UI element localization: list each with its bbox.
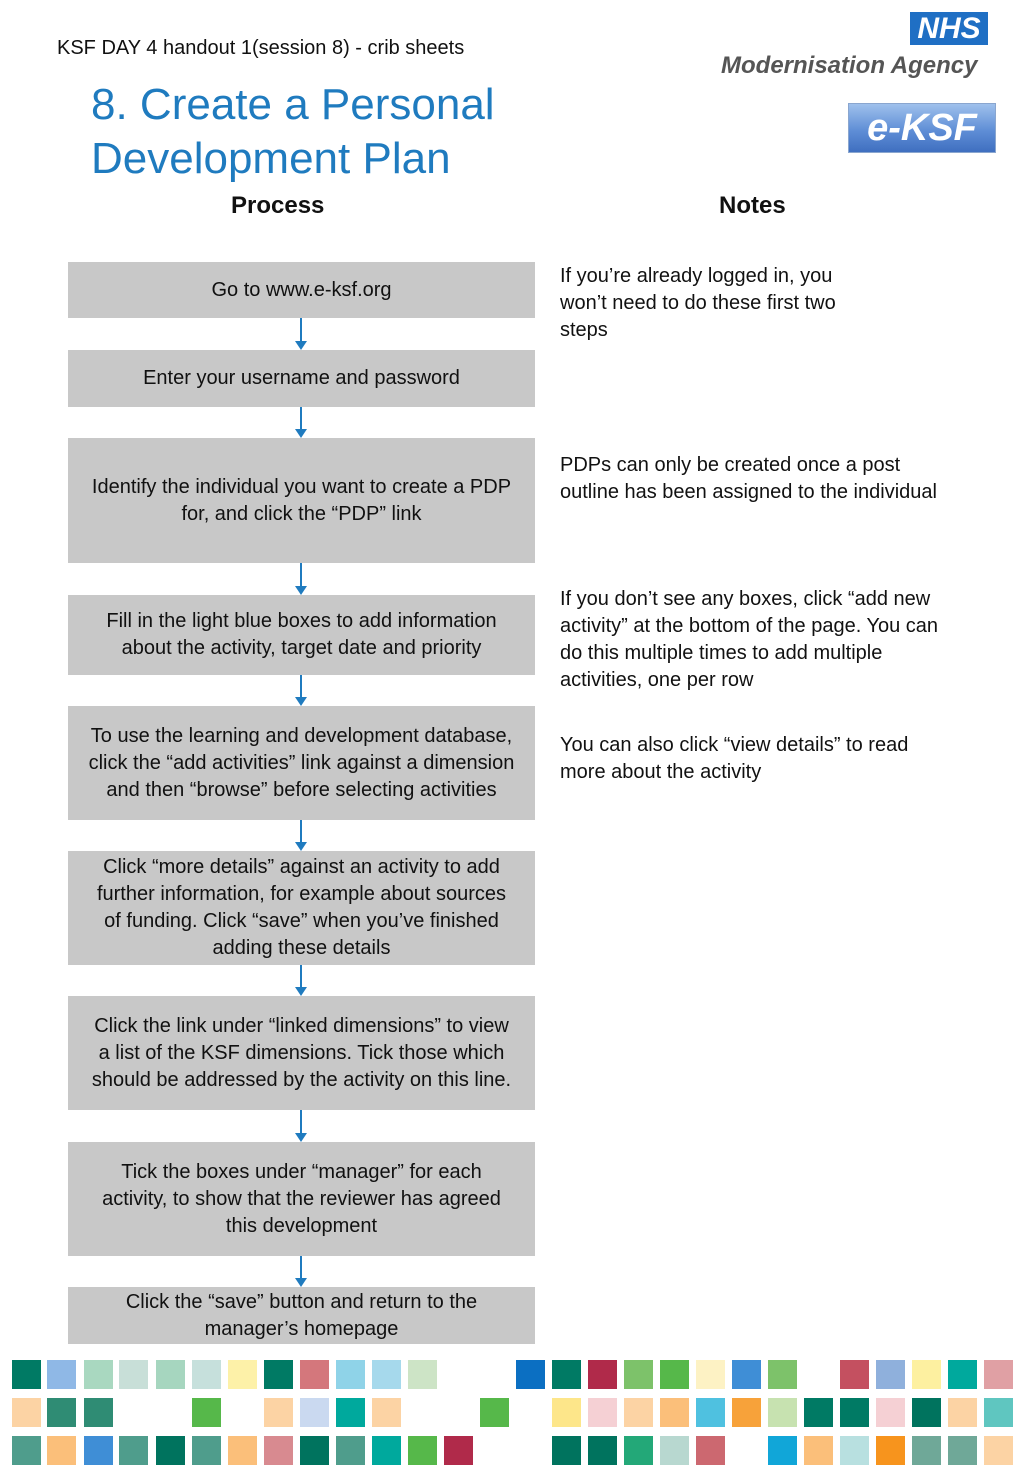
decorative-tile — [372, 1360, 401, 1389]
process-step-2: Enter your username and password — [68, 350, 535, 407]
decorative-tile — [624, 1360, 653, 1389]
decorative-tile — [264, 1398, 293, 1427]
page-title-line-2: Development Plan — [91, 134, 451, 183]
process-step-8: Tick the boxes under “manager” for each activity, to show that the reviewer has agreed this development — [68, 1142, 535, 1256]
decorative-tile — [84, 1360, 113, 1389]
decorative-tile — [984, 1360, 1013, 1389]
decorative-tile — [912, 1398, 941, 1427]
decorative-tile — [372, 1398, 401, 1427]
decorative-tile — [84, 1436, 113, 1465]
decorative-tile — [588, 1360, 617, 1389]
decorative-tile — [552, 1360, 581, 1389]
decorative-tile — [696, 1436, 725, 1465]
decorative-tile — [912, 1360, 941, 1389]
decorative-tile — [840, 1436, 869, 1465]
note-add-activity: If you don’t see any boxes, click “add new activity” at the bottom of the page. You can do this multiple times to add multiple activities, one per row — [560, 588, 939, 691]
decorative-tile — [948, 1398, 977, 1427]
process-step-1: Go to www.e-ksf.org — [68, 262, 535, 318]
decorative-tile — [264, 1436, 293, 1465]
decorative-tile — [876, 1360, 905, 1389]
process-step-7: Click the link under “linked dimensions” to view a list of the KSF dimensions. Tick those which should be addressed by the activity on this line. — [68, 996, 535, 1110]
decorative-tile — [119, 1360, 148, 1389]
decorative-tile — [768, 1360, 797, 1389]
process-column-heading: Process — [231, 192, 325, 219]
note-view-details: You can also click “view details” to read more about the activity — [560, 734, 909, 783]
decorative-tile — [300, 1436, 329, 1465]
note-login: If you’re already logged in, you won’t need to do these first two steps — [560, 265, 836, 341]
decorative-tile — [47, 1398, 76, 1427]
decorative-tile — [47, 1436, 76, 1465]
arrow-icon — [294, 965, 308, 996]
decorative-tile — [948, 1436, 977, 1465]
decorative-tile — [192, 1436, 221, 1465]
decorative-tile — [84, 1398, 113, 1427]
process-step-3: Identify the individual you want to create a PDP for, and click the “PDP” link — [68, 438, 535, 563]
decorative-tile — [408, 1360, 437, 1389]
decorative-tile — [336, 1360, 365, 1389]
process-step-6: Click “more details” against an activity to add further information, for example about sources of funding. Click “save” when you’ve finished adding these details — [68, 851, 535, 965]
decorative-tile — [264, 1360, 293, 1389]
decorative-tile — [516, 1360, 545, 1389]
decorative-tile — [408, 1436, 437, 1465]
decorative-tile — [768, 1398, 797, 1427]
decorative-tile — [12, 1398, 41, 1427]
decorative-tile — [552, 1398, 581, 1427]
decorative-tile — [300, 1398, 329, 1427]
decorative-tile — [732, 1398, 761, 1427]
decorative-tile — [732, 1360, 761, 1389]
decorative-tile — [480, 1398, 509, 1427]
decorative-tile — [948, 1360, 977, 1389]
decorative-tile — [552, 1436, 581, 1465]
decorative-tile — [840, 1360, 869, 1389]
arrow-icon — [294, 407, 308, 438]
decorative-tile — [228, 1360, 257, 1389]
arrow-icon — [294, 820, 308, 851]
decorative-tile — [660, 1436, 689, 1465]
process-step-4: Fill in the light blue boxes to add information about the activity, target date and priority — [68, 595, 535, 675]
decorative-tile — [624, 1436, 653, 1465]
arrow-icon — [294, 675, 308, 706]
decorative-tile — [119, 1436, 148, 1465]
decorative-tile — [804, 1436, 833, 1465]
decorative-tile — [984, 1436, 1013, 1465]
process-step-5: To use the learning and development database, click the “add activities” link against a dimension and then “browse” before selecting activities — [68, 706, 535, 820]
nhs-logo: NHS — [910, 12, 988, 45]
notes-column-heading: Notes — [719, 192, 786, 219]
decorative-tile — [47, 1360, 76, 1389]
decorative-tile — [156, 1436, 185, 1465]
arrow-icon — [294, 318, 308, 350]
decorative-tile — [192, 1398, 221, 1427]
decorative-tile — [912, 1436, 941, 1465]
decorative-tile — [660, 1360, 689, 1389]
decorative-tile — [372, 1436, 401, 1465]
page-title — [91, 78, 495, 186]
decorative-tile — [660, 1398, 689, 1427]
decorative-tile — [804, 1398, 833, 1427]
handout-header: KSF DAY 4 handout 1(session 8) - crib sheets — [57, 37, 465, 59]
decorative-tile — [840, 1398, 869, 1427]
decorative-tile — [696, 1360, 725, 1389]
modernisation-agency-logo: Modernisation Agency — [721, 52, 978, 79]
decorative-tile — [696, 1398, 725, 1427]
decorative-tile — [876, 1398, 905, 1427]
decorative-tile — [624, 1398, 653, 1427]
decorative-tile — [336, 1398, 365, 1427]
page-title-line-1: 8. Create a Personal — [91, 80, 495, 129]
decorative-tile — [156, 1360, 185, 1389]
decorative-tile — [228, 1436, 257, 1465]
decorative-tile — [336, 1436, 365, 1465]
arrow-icon — [294, 563, 308, 595]
arrow-icon — [294, 1110, 308, 1142]
decorative-tile — [588, 1436, 617, 1465]
arrow-icon — [294, 1256, 308, 1287]
eksf-logo: e-KSF — [848, 103, 996, 153]
decorative-tile — [12, 1436, 41, 1465]
decorative-tile — [588, 1398, 617, 1427]
note-post-outline: PDPs can only be created once a post outline has been assigned to the individual — [560, 454, 937, 503]
decorative-tile — [12, 1360, 41, 1389]
decorative-tile — [984, 1398, 1013, 1427]
decorative-tile — [876, 1436, 905, 1465]
decorative-tile — [444, 1436, 473, 1465]
decorative-tile — [192, 1360, 221, 1389]
decorative-tile — [768, 1436, 797, 1465]
decorative-tile — [300, 1360, 329, 1389]
process-step-9: Click the “save” button and return to the manager’s homepage — [68, 1287, 535, 1344]
decorative-tile-strip — [0, 1360, 1024, 1470]
